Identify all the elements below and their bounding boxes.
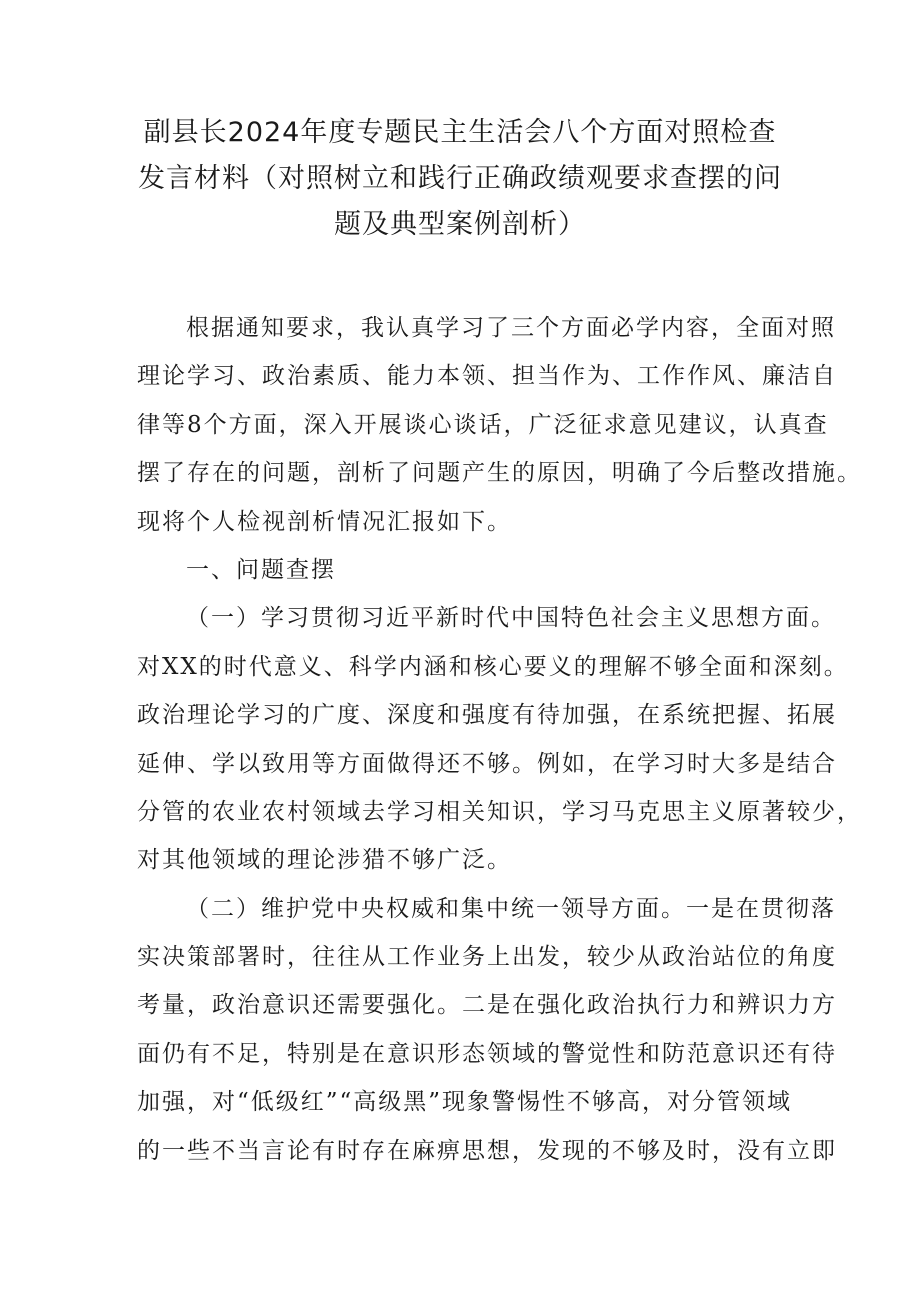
- paragraph-line: 实决策部署时，往往从工作业务上出发，较少从政治站位的角度: [137, 944, 837, 971]
- title-line: 发言材料（对照树立和践行正确政绩观要求查摆的问: [138, 163, 782, 194]
- title-line: 题及典型案例剖析）: [334, 209, 586, 240]
- paragraph-line: 对其他领域的理论涉猎不够广泛。: [137, 847, 512, 874]
- paragraph-line: 考量，政治意识还需要强化。二是在强化政治执行力和辨识力方: [137, 992, 837, 1019]
- subsection-heading: （一）学习贯彻习近平新时代中国特色社会主义思想方面。: [186, 605, 836, 632]
- paragraph-line: 分管的农业农村领域去学习相关知识，学习马克思主义原著较少，: [137, 798, 862, 825]
- paragraph-line: 政治理论学习的广度、深度和强度有待加强，在系统把握、拓展: [137, 702, 837, 729]
- paragraph-line: 加强，对“低级红”“高级黑”现象警惕性不够高，对分管领域: [137, 1089, 793, 1116]
- paragraph-line: 对XX的时代意义、科学内涵和核心要义的理解不够全面和深刻。: [137, 653, 849, 680]
- subsection-heading: （二）维护党中央权威和集中统一领导方面。一是在贯彻落: [186, 895, 836, 922]
- paragraph-line: 现将个人检视剖析情况汇报如下。: [137, 508, 512, 535]
- paragraph-line: 延伸、学以致用等方面做得还不够。例如，在学习时大多是结合: [137, 750, 837, 777]
- paragraph-line: 理论学习、政治素质、能力本领、担当作为、工作作风、廉洁自: [137, 363, 837, 390]
- paragraph-line: 摆了存在的问题，剖析了问题产生的原因，明确了今后整改措施。: [137, 460, 862, 487]
- paragraph-line: 的一些不当言论有时存在麻痹思想，发现的不够及时，没有立即: [137, 1137, 837, 1164]
- title-line: 副县长2024年度专题民主生活会八个方面对照检查: [143, 117, 777, 148]
- document-body: [137, 304, 862, 1175]
- paragraph-line: 根据通知要求，我认真学习了三个方面必学内容，全面对照: [186, 315, 836, 341]
- section-heading: 一、问题查摆: [186, 556, 336, 583]
- paragraph-line: 面仍有不足，特别是在意识形态领域的警觉性和防范意识还有待: [137, 1040, 837, 1067]
- paragraph-line: 律等8个方面，深入开展谈心谈话，广泛征求意见建议，认真查: [137, 411, 829, 438]
- document-title: [130, 110, 790, 248]
